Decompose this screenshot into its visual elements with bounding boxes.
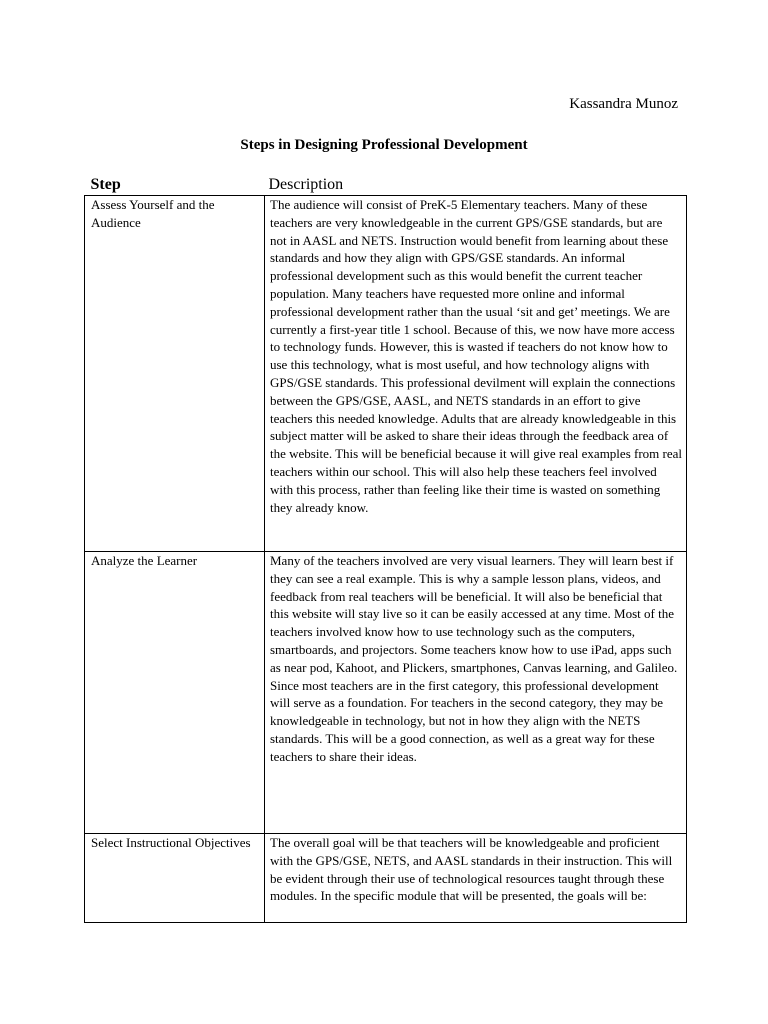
document-title: Steps in Designing Professional Development — [240, 137, 528, 153]
description-cell: The overall goal will be that teachers will be knowledgeable and proficient with the GPS/GSE, NETS, and AASL standards in their instruction. This will be evident through their use of technological resources taught through these modules. In the specific module that will be presented, the goals will be: — [265, 834, 687, 923]
table-row — [85, 552, 687, 834]
table-row — [85, 196, 687, 552]
description-cell: The audience will consist of PreK-5 Elementary teachers. Many of these teachers are very knowledgeable in the current GPS/GSE standards, but are not in AASL and NETS. Instruction would benefit from learning about these standards and how they align with GPS/GSE standards. An informal professional development such as this would benefit the current teacher population. Many teachers have requested more online and informal professional development rather than the usual ‘sit and get’ meetings. We are currently a first-year title 1 school. Because of this, we now have more access to technology funds. However, this is wasted if teachers do not know how to use this technology, what is most useful, and how technology aligns with GPS/GSE standards. This professional devilment will explain the connections between the GPS/GSE, AASL, and NETS standards in an effort to give teachers this needed knowledge. Adults that are already knowledgeable in this subject matter will be asked to share their ideas through the feedback area of the website. This will be beneficial because it will give real examples from real teachers within our school. This will also help these teachers feel involved with this process, rather than feeling like their time is wasted on something they already know. — [265, 196, 687, 552]
step-cell: Analyze the Learner — [85, 552, 265, 834]
table-header-row — [85, 175, 687, 196]
author-name: Kassandra Munoz — [569, 96, 678, 112]
description-column-header: Description — [268, 176, 344, 193]
table-row — [85, 834, 687, 923]
step-column-header: Step — [90, 176, 121, 193]
description-cell: Many of the teachers involved are very visual learners. They will learn best if they can see a real example. This is why a sample lesson plans, videos, and feedback from real teachers will be beneficial. It will also be beneficial that this website will stay live so it can be easily accessed at any time. Most of the teachers involved know how to use technology such as the computers, smartboards, and projectors. Some teachers know how to use iPad, apps such as near pod, Kahoot, and Plickers, smartphones, Canvas learning, and Galileo. Since most teachers are in the first category, this professional development will serve as a foundation. For teachers in the second category, they may be knowledgeable in technology, but not in how they align with the NETS standards. This will be a good connection, as well as a great way for these teachers to share their ideas. — [265, 552, 687, 834]
steps-table — [84, 175, 687, 923]
step-cell: Select Instructional Objectives — [85, 834, 265, 923]
step-cell: Assess Yourself and the Audience — [85, 196, 265, 552]
